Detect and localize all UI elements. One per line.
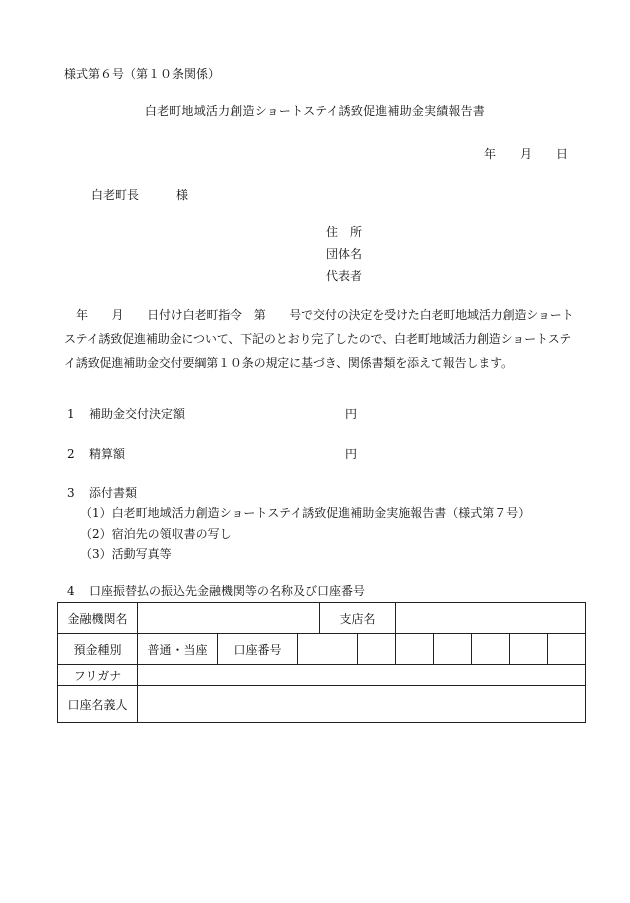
addressee <box>91 187 188 203</box>
sender-address-label: 住 所 <box>326 225 363 239</box>
institution-name-label: 金融機関名 <box>58 603 138 634</box>
addressee-honorific: 様 <box>176 188 189 202</box>
section-label: 添付書類 <box>89 486 138 500</box>
bank-account-table <box>57 602 586 723</box>
account-digit-field[interactable] <box>548 634 586 665</box>
section-settlement-amount <box>67 446 125 462</box>
deposit-type-label: 預金種別 <box>58 634 138 665</box>
account-digit-field[interactable] <box>472 634 510 665</box>
account-holder-label: 口座名義人 <box>58 686 138 723</box>
addressee-name: 白老町長 <box>91 188 140 202</box>
section-number: 2 <box>67 447 75 461</box>
branch-name-field[interactable] <box>396 603 586 634</box>
date-day: 日 <box>555 147 568 161</box>
account-digit-field[interactable] <box>510 634 548 665</box>
section-bank-account <box>67 583 365 599</box>
account-holder-field[interactable] <box>138 686 586 723</box>
form-number-label: 様式第６号（第１０条関係） <box>64 67 221 81</box>
section-label: 精算額 <box>89 447 126 461</box>
grant-amount-unit: 円 <box>345 407 358 421</box>
attachment-item: （1）白老町地域活力創造ショートステイ誘致促進補助金実施報告書（様式第７号） <box>80 506 531 520</box>
section-number: 4 <box>67 584 75 598</box>
account-digit-field[interactable] <box>434 634 472 665</box>
section-label: 補助金交付決定額 <box>89 407 186 421</box>
deposit-type-choice[interactable]: 普通・当座 <box>138 634 218 665</box>
section-number: 1 <box>67 407 75 421</box>
attachment-item: （3）活動写真等 <box>80 547 172 561</box>
branch-name-label: 支店名 <box>320 603 396 634</box>
institution-name-field[interactable] <box>138 603 320 634</box>
section-attachments <box>67 485 137 501</box>
section-grant-decision-amount <box>67 406 185 422</box>
furigana-field[interactable] <box>138 665 586 686</box>
account-digit-field[interactable] <box>396 634 434 665</box>
section-number: 3 <box>67 486 75 500</box>
sender-organization-label: 団体名 <box>326 247 363 261</box>
settlement-amount-unit: 円 <box>345 447 358 461</box>
report-body-text: 年 月 日付け白老町指令 第 号で交付の決定を受けた白老町地域活力創造ショートステイ誘致促進補助金について、下記のとおり完了したので、白老町地域活力創造ショートステイ誘致促進補助金交付要綱第１０条の規定に基づき、関係書類を添えて報告します。 <box>64 308 574 370</box>
date-month: 月 <box>519 147 532 161</box>
sender-representative-label: 代表者 <box>326 269 363 283</box>
document-title: 白老町地域活力創造ショートステイ誘致促進補助金実績報告書 <box>144 104 486 118</box>
attachment-item: （2）宿泊先の領収書の写し <box>80 527 232 541</box>
account-digit-field[interactable] <box>358 634 396 665</box>
date-year: 年 <box>483 147 496 161</box>
furigana-label: フリガナ <box>58 665 138 686</box>
section-label: 口座振替払の振込先金融機関等の名称及び口座番号 <box>89 584 366 598</box>
account-number-label: 口座番号 <box>218 634 298 665</box>
date-line <box>484 146 568 162</box>
account-digit-field[interactable] <box>298 634 358 665</box>
